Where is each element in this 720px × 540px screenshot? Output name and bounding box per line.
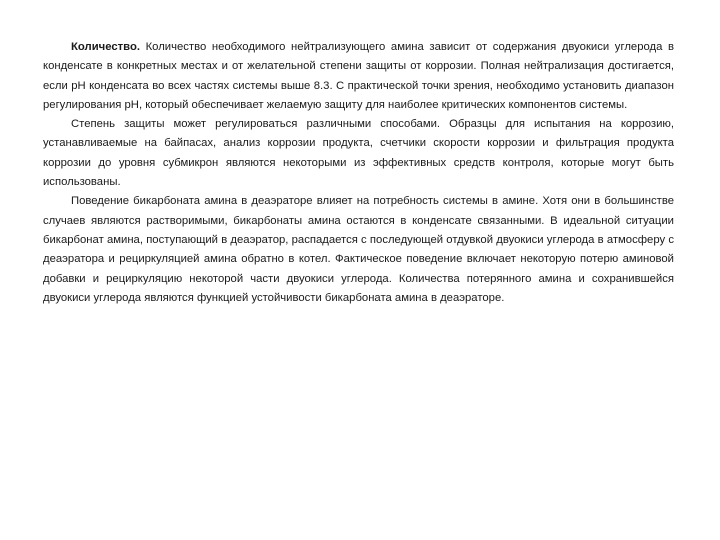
paragraph-text: Количество необходимого нейтрализующего амина зависит от содержания двуокиси углерода в конденсате в конкретных местах и от желательной степени защиты от коррозии. Полная нейтрализация достигается, если рН конденсата во всех частях системы выше 8.3. С практической точки зрения, необходимо установить диапазон регулирования рН, который обеспечивает желаемую защиту для наиболее критических компонентов системы.: [43, 41, 674, 111]
paragraph-bicarbonate-behavior: [43, 192, 674, 308]
paragraph-protection-degree: [43, 115, 674, 192]
paragraph-lead-bold: Количество.: [71, 41, 140, 53]
paragraph-text: Поведение бикарбоната амина в деаэраторе влияет на потребность системы в амине. Хотя они в большинстве случаев являются растворимыми, бикарбонаты амина остаются в конденсате связанными. В идеальной ситуации бикарбонат амина, поступающий в деаэратор, распадается с последующей отдувкой двуокиси углерода в атмосферу с деаэратора и рециркуляцией амина обратно в котел. Фактическое поведение включает некоторую потерю аминовой добавки и рециркуляцию некоторой части двуокиси углерода. Количества потерянного амина и сохранившейся двуокиси углерода являются функцией устойчивости бикарбоната амина в деаэраторе.: [43, 195, 674, 304]
paragraph-text: Степень защиты может регулироваться различными способами. Образцы для испытания на коррозию, устанавливаемые на байпасах, анализ коррозии продукта, счетчики скорости коррозии и фильтрация продукта коррозии до уровня субмикрон являются некоторыми из эффективных средств контроля, которые могут быть использованы.: [43, 118, 674, 189]
paragraph-quantity: [43, 38, 674, 115]
